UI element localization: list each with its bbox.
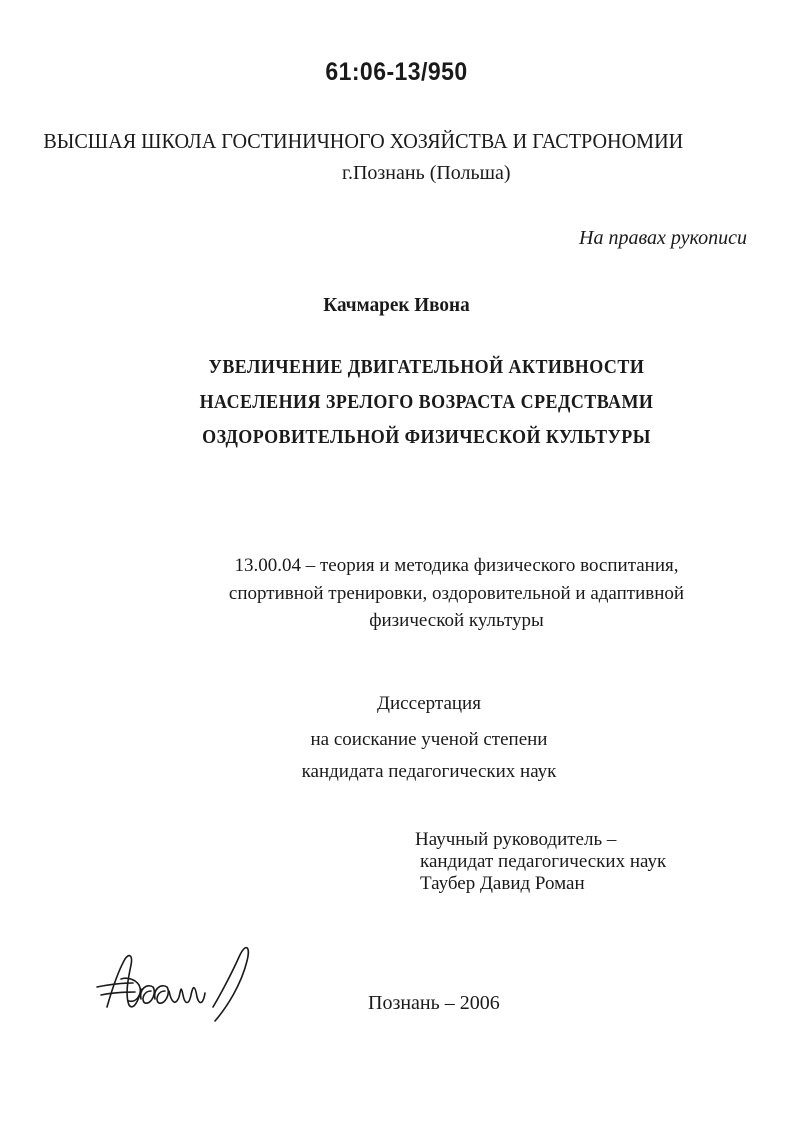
specialty-line-1: 13.00.04 – теория и методика физического воспитания, <box>234 555 679 576</box>
handwritten-signature <box>95 935 255 1025</box>
city: г.Познань (Польша) <box>342 162 511 184</box>
dissertation-title-line-1: УВЕЛИЧЕНИЕ ДВИГАТЕЛЬНОЙ АКТИВНОСТИ <box>208 356 645 378</box>
supervisor-label: Научный руководитель – <box>415 829 617 850</box>
dissertation-title-line-3: ОЗДОРОВИТЕЛЬНОЙ ФИЗИЧЕСКОЙ КУЛЬТУРЫ <box>202 426 651 448</box>
rights-note: На правах рукописи <box>579 227 747 249</box>
institution-name: ВЫСШАЯ ШКОЛА ГОСТИНИЧНОГО ХОЗЯЙСТВА И ГАСТРОНОМИИ <box>43 129 684 153</box>
dissertation-title-line-2: НАСЕЛЕНИЯ ЗРЕЛОГО ВОЗРАСТА СРЕДСТВАМИ <box>199 391 654 413</box>
specialty-line-2: спортивной тренировки, оздоровительной и адаптивной <box>228 583 685 604</box>
specialty-line-3: физической культуры <box>369 610 544 631</box>
place-year: Познань – 2006 <box>368 992 500 1014</box>
supervisor-degree: кандидат педагогических наук <box>420 851 667 872</box>
degree-line-2: на соискание ученой степени <box>310 729 548 750</box>
author-name: Качмарек Ивона <box>323 294 470 316</box>
degree-line-3: кандидата педагогических наук <box>301 761 557 782</box>
supervisor-name: Таубер Давид Роман <box>420 873 585 894</box>
degree-line-1: Диссертация <box>377 693 481 714</box>
ref-number: 61:06-13/950 <box>325 58 468 86</box>
